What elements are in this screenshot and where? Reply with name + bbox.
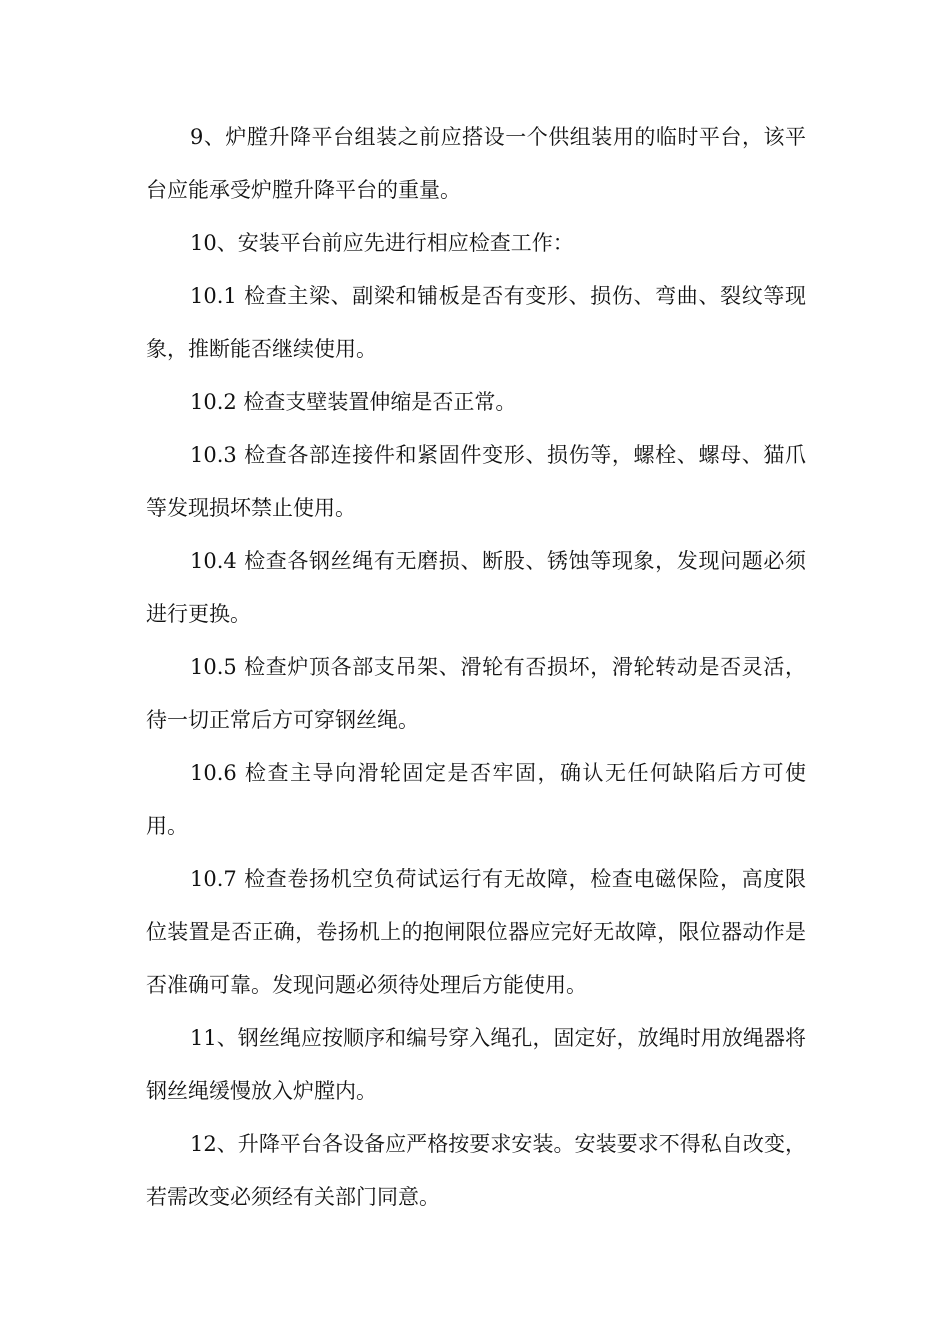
paragraph-12: 12、升降平台各设备应严格按要求安装。安装要求不得私自改变，若需改变必须经有关部门同意。 bbox=[146, 1132, 806, 1209]
paragraph-10-5: 10.5 检查炉顶各部支吊架、滑轮有否损坏，滑轮转动是否灵活，待一切正常后方可穿钢丝绳。 bbox=[146, 655, 806, 732]
paragraph-10-4: 10.4 检查各钢丝绳有无磨损、断股、锈蚀等现象，发现问题必须进行更换。 bbox=[146, 549, 806, 626]
document-body bbox=[146, 111, 806, 1224]
paragraph-11: 11、钢丝绳应按顺序和编号穿入绳孔，固定好，放绳时用放绳器将钢丝绳缓慢放入炉膛内。 bbox=[146, 1026, 806, 1103]
paragraph-10: 10、安装平台前应先进行相应检查工作： bbox=[190, 231, 574, 255]
paragraph-9: 9、炉膛升降平台组装之前应搭设一个供组装用的临时平台，该平台应能承受炉膛升降平台的重量。 bbox=[146, 125, 806, 202]
paragraph-10-3: 10.3 检查各部连接件和紧固件变形、损伤等，螺栓、螺母、猫爪等发现损坏禁止使用。 bbox=[146, 443, 806, 520]
paragraph-10-1: 10.1 检查主梁、副梁和铺板是否有变形、损伤、弯曲、裂纹等现象，推断能否继续使用。 bbox=[146, 284, 806, 361]
paragraph-10-2: 10.2 检查支壁装置伸缩是否正常。 bbox=[190, 390, 517, 414]
paragraph-10-6: 10.6 检查主导向滑轮固定是否牢固，确认无任何缺陷后方可使用。 bbox=[146, 761, 806, 838]
paragraph-10-7: 10.7 检查卷扬机空负荷试运行有无故障，检查电磁保险，高度限位装置是否正确，卷扬机上的抱闸限位器应完好无故障，限位器动作是否准确可靠。发现问题必须待处理后方能使用。 bbox=[146, 867, 806, 997]
